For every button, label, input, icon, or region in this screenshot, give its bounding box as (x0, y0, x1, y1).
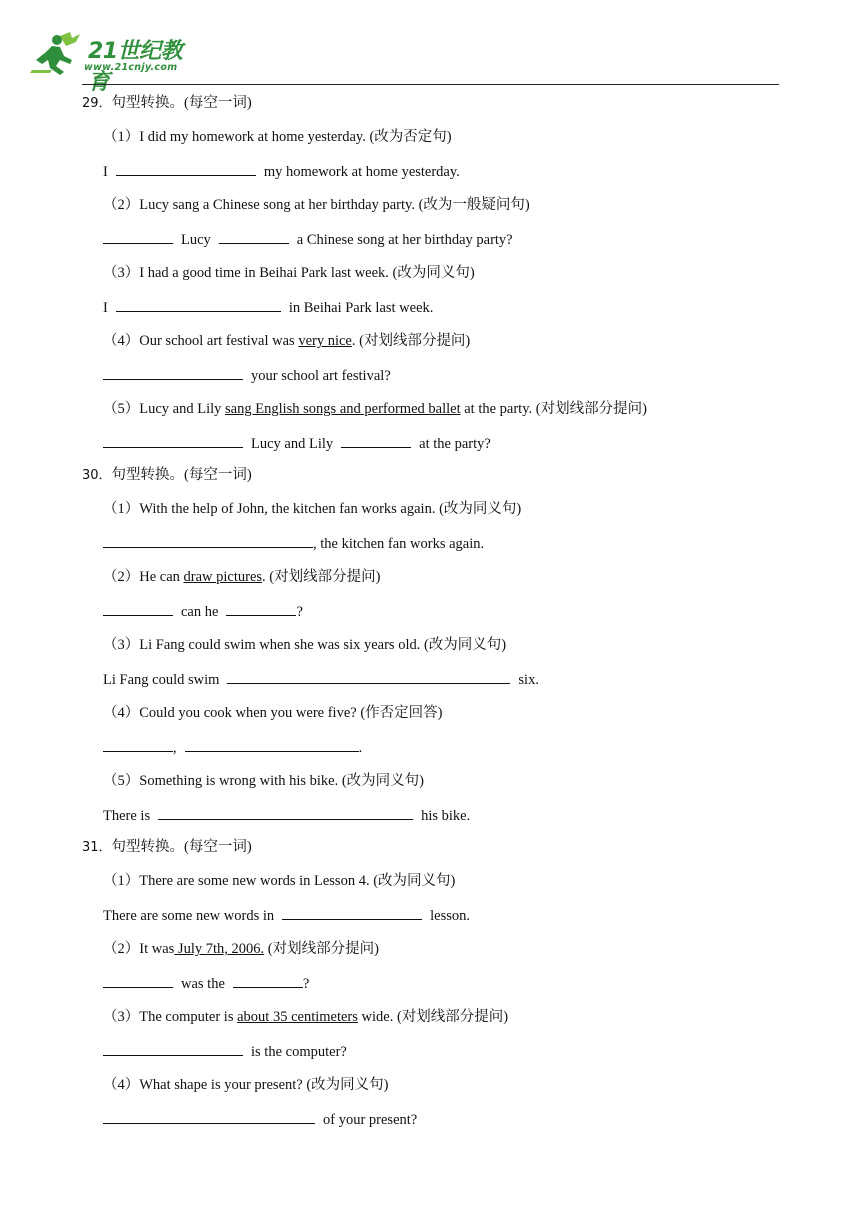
underlined-part: draw pictures (183, 569, 263, 585)
prompt-text: （1）With the help of John, the kitchen fan works again. (改为同义句) (103, 501, 522, 517)
item-prompt (103, 634, 506, 656)
prompt-text: (对划线部分提问) (264, 941, 379, 957)
item-prompt (103, 566, 380, 588)
answer-blank[interactable] (341, 432, 411, 448)
page-header (0, 0, 860, 95)
question-number: 29． (82, 96, 112, 111)
prompt-text: （2）Lucy sang a Chinese song at her birthday party. (改为一般疑问句) (103, 197, 530, 213)
answer-line (103, 296, 433, 318)
answer-blank[interactable] (103, 432, 243, 448)
answer-text: lesson. (430, 908, 470, 924)
answer-text: Li Fang could swim (103, 672, 220, 688)
answer-line (103, 736, 362, 758)
answer-blank[interactable] (103, 972, 173, 988)
prompt-text: （2）He can (103, 569, 184, 585)
answer-text: his bike. (421, 808, 471, 824)
answer-blank[interactable] (103, 600, 173, 616)
answer-text: is the computer? (251, 1044, 347, 1060)
answer-blank[interactable] (103, 736, 173, 752)
answer-text: my homework at home yesterday. (263, 164, 460, 180)
question-instruction: 句型转换。(每空一词) (111, 467, 252, 483)
underlined-part: about 35 centimeters (237, 1009, 358, 1025)
answer-line (103, 972, 309, 994)
runner-logo-icon (30, 30, 86, 76)
item-prompt (103, 126, 452, 148)
answer-text: was the (181, 976, 225, 992)
answer-line (103, 600, 303, 622)
item-prompt (103, 702, 442, 724)
answer-text: , the kitchen fan works again. (313, 536, 485, 552)
answer-line (103, 364, 391, 386)
prompt-text: （5）Something is wrong with his bike. (改为同义句) (103, 773, 425, 789)
answer-blank[interactable] (103, 1040, 243, 1056)
answer-blank[interactable] (282, 904, 422, 920)
answer-text: a Chinese song at her birthday party? (296, 232, 513, 248)
item-prompt (103, 498, 521, 520)
answer-line (103, 904, 470, 926)
answer-line (103, 1108, 417, 1130)
item-prompt (103, 194, 530, 216)
answer-blank[interactable] (103, 228, 173, 244)
answer-text: ? (296, 604, 303, 620)
prompt-text: wide. (对划线部分提问) (357, 1009, 509, 1025)
prompt-text: . (对划线部分提问) (351, 333, 471, 349)
prompt-text: （4）Our school art festival was (103, 333, 299, 349)
answer-line (103, 228, 513, 250)
header-divider (82, 84, 779, 85)
answer-blank[interactable] (103, 1108, 315, 1124)
prompt-text: at the party. (对划线部分提问) (460, 401, 647, 417)
answer-blank[interactable] (226, 600, 296, 616)
item-prompt (103, 262, 475, 284)
question-instruction: 句型转换。(每空一词) (111, 839, 252, 855)
answer-line (103, 432, 491, 454)
answer-text: I (103, 300, 108, 316)
question-title (82, 464, 252, 486)
answer-line (103, 160, 460, 182)
underlined-part: sang English songs and performed ballet (225, 401, 461, 417)
answer-text: , (173, 740, 177, 756)
answer-text: There is (103, 808, 151, 824)
answer-blank[interactable] (219, 228, 289, 244)
answer-line (103, 804, 470, 826)
answer-blank[interactable] (233, 972, 303, 988)
prompt-text: （3）The computer is (103, 1009, 238, 1025)
answer-line (103, 668, 539, 690)
answer-text: Lucy and Lily (251, 436, 334, 452)
prompt-text: （1）There are some new words in Lesson 4. (改为同义句) (103, 873, 456, 889)
prompt-text: . (对划线部分提问) (262, 569, 381, 585)
answer-text: Lucy (181, 232, 211, 248)
answer-blank[interactable] (185, 736, 359, 752)
item-prompt (103, 1074, 389, 1096)
underlined-part: July 7th, 2006. (174, 941, 265, 957)
answer-line (103, 532, 484, 554)
logo-url: www.21cnjy.com (84, 62, 178, 73)
question-number: 30． (82, 468, 112, 483)
prompt-text: （1）I did my homework at home yesterday. (改为否定句) (103, 129, 452, 145)
item-prompt (103, 398, 647, 420)
answer-blank[interactable] (103, 532, 313, 548)
answer-text: of your present? (323, 1112, 418, 1128)
brand-logo (30, 30, 200, 95)
question-instruction: 句型转换。(每空一词) (111, 95, 252, 111)
item-prompt (103, 330, 470, 352)
prompt-text: （3）Li Fang could swim when she was six years old. (改为同义句) (103, 637, 507, 653)
question-title (82, 92, 252, 114)
answer-text: your school art festival? (251, 368, 391, 384)
answer-blank[interactable] (116, 160, 256, 176)
answer-blank[interactable] (158, 804, 413, 820)
answer-text: ? (302, 976, 310, 992)
item-prompt (103, 870, 455, 892)
answer-text: . (358, 740, 363, 756)
prompt-text: （4）Could you cook when you were five? (作否定回答) (103, 705, 443, 721)
prompt-text: （2）It was (103, 941, 175, 957)
answer-text: at the party? (419, 436, 491, 452)
item-prompt (103, 938, 379, 960)
answer-line (103, 1040, 347, 1062)
answer-text: There are some new words in (103, 908, 275, 924)
item-prompt (103, 770, 424, 792)
answer-text: in Beihai Park last week. (288, 300, 434, 316)
item-prompt (103, 1006, 508, 1028)
answer-blank[interactable] (116, 296, 281, 312)
answer-text: can he (181, 604, 219, 620)
answer-blank[interactable] (103, 364, 243, 380)
answer-blank[interactable] (227, 668, 510, 684)
question-number: 31． (82, 840, 112, 855)
question-title (82, 836, 252, 858)
logo-title: 21世纪教育 (88, 39, 183, 95)
underlined-part: very nice (298, 333, 352, 349)
prompt-text: （3）I had a good time in Beihai Park last week. (改为同义句) (103, 265, 475, 281)
prompt-text: （5）Lucy and Lily (103, 401, 226, 417)
prompt-text: （4）What shape is your present? (改为同义句) (103, 1077, 389, 1093)
answer-text: six. (518, 672, 539, 688)
answer-text: I (103, 164, 108, 180)
